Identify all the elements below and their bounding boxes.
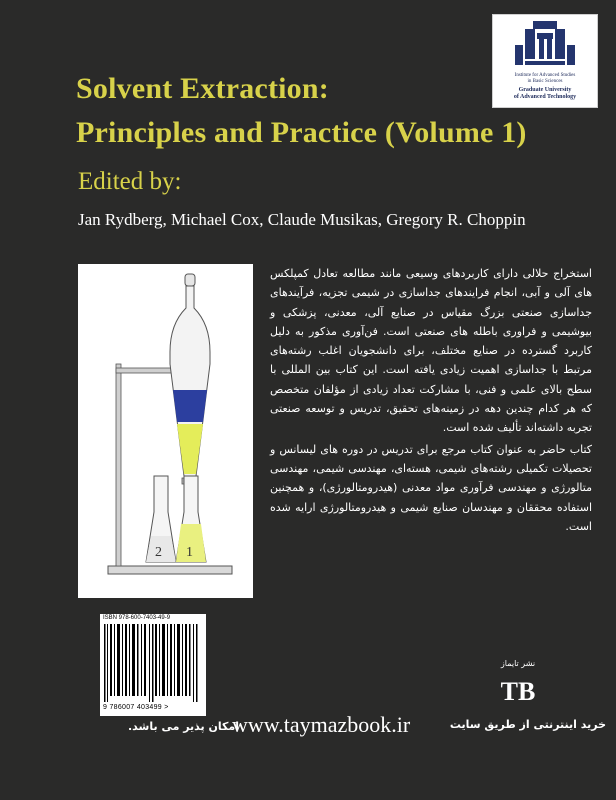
university-emblem-icon [511,19,579,71]
logo-line-3: Graduate University [518,87,572,93]
book-title-line-2: Principles and Practice (Volume 1) [76,116,527,149]
isbn-barcode [100,614,206,716]
publisher-logo [500,656,536,717]
edited-by-label: Edited by: [78,168,182,195]
authors-list: Jan Rydberg, Michael Cox, Claude Musikas, Gregory R. Choppin [78,210,526,229]
logo-line-2: in Basic Sciences [527,79,563,84]
possible-text: امکان پذیر می باشد. [128,720,239,733]
website-link[interactable]: www.taymazbook.ir [232,712,411,737]
publisher-logo-icon [500,656,536,712]
description-paragraph-1: استخراج حلالی دارای کاربردهای وسیعی مانند مطالعه تعادل کمپلکس های آلی و آبی، انجام فرایندهای جداسازی در شیمی تجزیه، فرآیندهای جداسازی صنعتی بزرگ مقیاس در صنایع آلی، معدنی، پزشکی و بیوشیمی و فراوری باطله های صنعتی است. فن‌آوری مذکور به دلیل کاربرد گسترده در صنایع مختلف، برای دانشجویان اغلب رشته‌های مرتبط با جداسازی اهمیت زیادی یافته است. این کتاب بین المللی با سطح بالای علمی و فنی، با مشارکت تعداد زیادی از مؤلفان متخصص که هر کدام چندین دهه در زمینه‌های تحقیق، تدریس و توسعه صنعتی تجربه داشته‌اند تألیف شده است. [270,267,592,435]
logo-line-1: Institute for Advanced Studies [514,73,576,78]
flask-left-label: 2 [155,545,162,560]
purchase-text: خرید اینترنتی از طریق سایت [449,718,606,731]
flask-right-label: 1 [186,545,193,560]
stand-base [108,566,232,574]
book-title-line-1: Solvent Extraction: [76,72,329,105]
lab-apparatus-drawing [78,264,253,598]
blue-layer [173,390,207,422]
separatory-funnel-illustration [78,264,253,598]
yellow-layer [177,424,203,474]
university-logo [492,14,598,108]
stand-rod [116,364,121,566]
persian-description [270,264,592,536]
logo-line-4: of Advanced Technology [513,94,577,100]
funnel-stopper [185,274,195,286]
publisher-monogram: TB [500,677,536,706]
publisher-name: نشر تایماز [500,659,536,668]
barcode-number: 9 786007 403499 > [103,704,169,711]
barcode-bars-icon [104,624,202,702]
description-paragraph-2: کتاب حاضر به عنوان کتاب مرجع برای تدریس در دوره های لیسانس و تحصیلات تکمیلی رشته‌های شیمی، هسته‌ای، مهندسی شیمی، مهندسی متالورژی و مهندسی فرآوری مواد معدنی (هیدرومتالورژی)، و همچنین استفاده محققان و مهندسان صنایع شیمی و هیدرومتالورژی ارایه شده است. [270,442,592,533]
isbn-text: ISBN 978-600-7403-49-9 [103,615,171,621]
